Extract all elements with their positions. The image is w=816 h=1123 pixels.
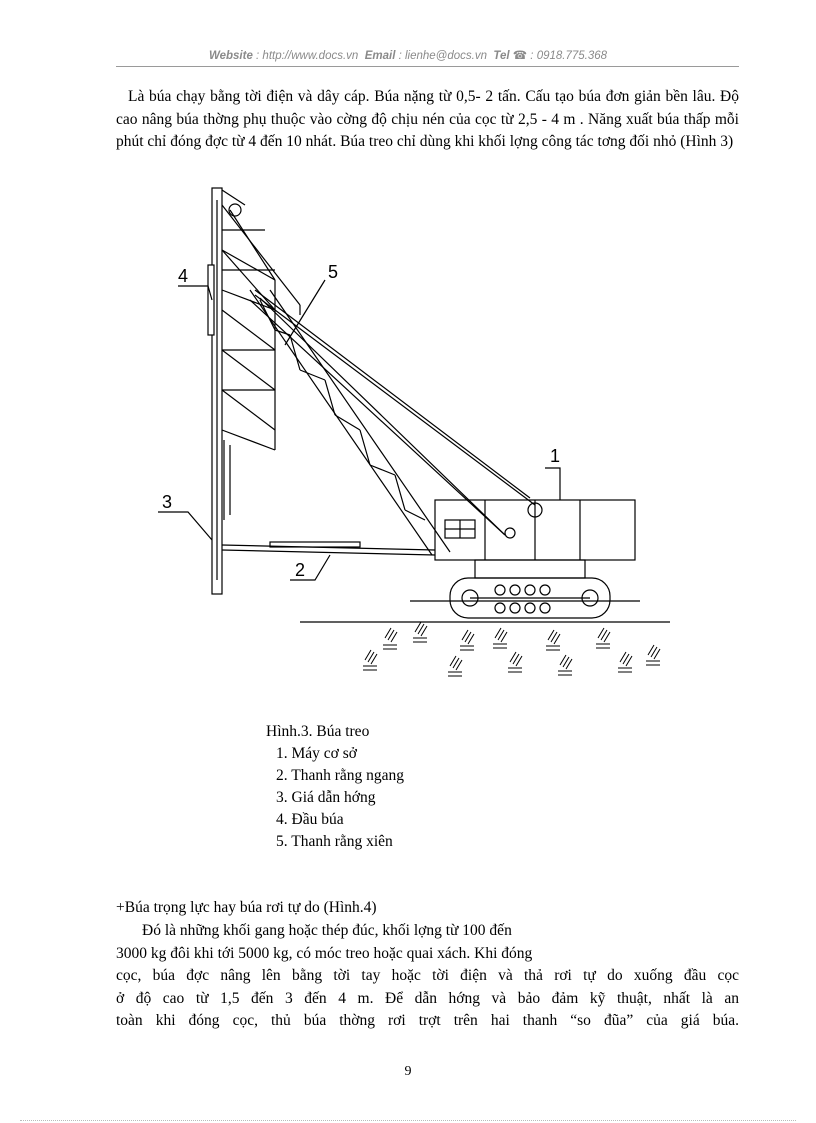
hammer-head [208,265,214,335]
body-line: cọc, búa đợc nâng lên bằng tời tay hoặc tời điện và thả rơi tự do xuống đầu cọc [116,967,739,984]
caption-item: 2. Thanh rằng ngang [276,767,404,784]
website-label: Website [208,50,253,62]
caption-item: 3. Giá dẫn hớng [276,789,376,806]
header-rule [116,66,739,67]
email-value: : lienhe@docs.vn [398,50,487,62]
page-number: 9 [404,1064,412,1079]
figure-caption [266,721,404,853]
footer-rule [20,1120,796,1121]
email-label: Email [364,50,396,62]
figure-label-4: 4 [178,266,189,286]
caption-item: 4. Đầu búa [276,811,344,828]
section-heading: +Búa trọng lực hay búa rơi tự do (Hình.4) [116,899,377,916]
caption-item: 1. Máy cơ sở [276,745,357,762]
crane-hammer-figure [150,180,690,690]
figure-label-2: 2 [295,560,306,580]
body-line: toàn khi đóng cọc, thủ búa thờng rơi trợt trên hai thanh “so đũa” của giá búa. [116,1012,739,1029]
body-line: 3000 kg đôi khi tới 5000 kg, có móc treo hoặc quai xách. Khi đóng [116,944,533,962]
figure-label-3: 3 [162,492,173,512]
page-header [0,48,816,62]
tel-value: ☎ : 0918.775.368 [512,50,608,62]
caption-item: 5. Thanh rằng xiên [276,833,393,850]
website-value: : http://www.docs.vn [256,50,359,62]
figure-label-5: 5 [328,262,339,282]
mast-head [222,190,245,205]
figure-label-1: 1 [550,446,561,466]
body-line: ở độ cao từ 1,5 đến 3 đến 4 m. Để dẫn hớng và bảo đảm kỹ thuật, nhất là an [116,989,739,1007]
caption-title: Hình.3. Búa treo [266,723,370,740]
body-line: Đó là những khối gang hoặc thép đúc, khối lợng từ 100 đến [142,922,512,939]
body-paragraph [116,920,739,1033]
mast-head-sheave [229,204,241,216]
intro-paragraph: Là búa chạy bằng tời điện và dây cáp. Búa nặng từ 0,5- 2 tấn. Cấu tạo búa đơn giản bền lâu. Độ cao nâng búa thờng phụ thuộc vào cờng độ chịu nén của cọc từ 2,5 - 4 m . Năng xuất búa thấp mỗi phút chỉ đóng đợc từ 4 đến 10 nhát. Búa treo chỉ dùng khi khối lợng công tác tơng đối nhỏ (Hình 3) [116,88,739,150]
tel-label: Tel [493,50,510,62]
inclined-strut [250,290,432,555]
ground-hatch [363,622,660,676]
